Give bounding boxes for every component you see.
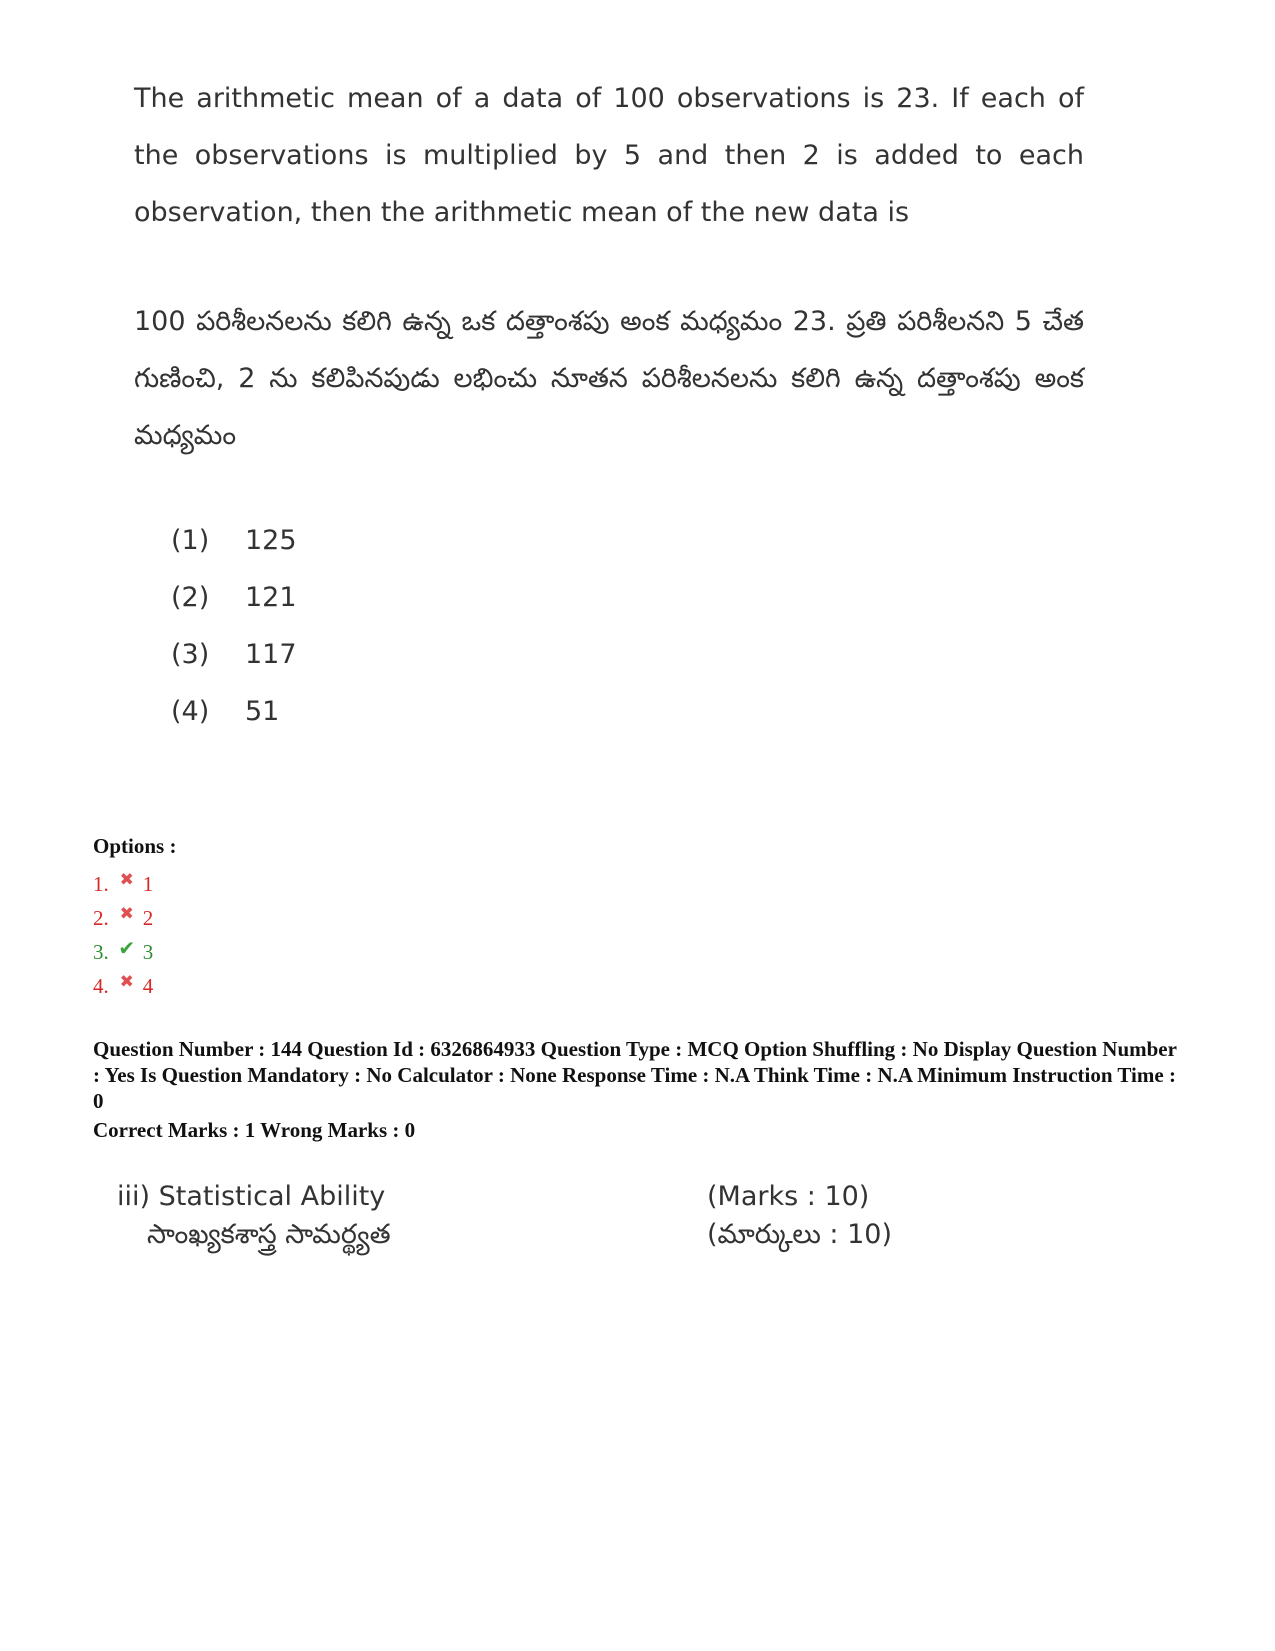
choice-1: [171, 525, 297, 582]
options-heading: Options :: [93, 834, 177, 858]
option-value: 2: [142, 905, 154, 930]
choice-number: (1): [171, 525, 210, 556]
option-row-4: [93, 969, 153, 1003]
cross-icon: ✖: [119, 870, 134, 889]
option-index: 4.: [93, 973, 109, 998]
section-marks-telugu: (మార్కులు : 10): [707, 1219, 892, 1250]
choice-number: (4): [171, 696, 210, 727]
option-index: 3.: [93, 939, 109, 964]
check-icon: ✔: [118, 937, 136, 960]
cross-icon: ✖: [119, 904, 134, 923]
option-row-2: [93, 901, 153, 935]
question-text-english: The arithmetic mean of a data of 100 observations is 23. If each of the observations is multiplied by 5 and then 2 is added to each observation, then the arithmetic mean of the new data is: [134, 83, 1084, 228]
choice-number: (2): [171, 582, 210, 613]
option-index: 2.: [93, 905, 109, 930]
option-row-1: [93, 867, 153, 901]
cross-icon: ✖: [119, 972, 134, 991]
question-text-telugu: 100 పరిశీలనలను కలిగి ఉన్న ఒక దత్తాంశపు అంక మధ్యమం 23. ప్రతి పరిశీలనని 5 చేత గుణించి, 2 ను కలిపినపుడు లభించు నూతన పరిశీలనలను కలిగి ఉన్న దత్తాంశపు అంక మధ్యమం: [134, 306, 1084, 451]
choice-value: 121: [245, 582, 297, 613]
options-list: [93, 867, 153, 1003]
section-marks-english: (Marks : 10): [707, 1181, 870, 1212]
option-value: 1: [142, 871, 154, 896]
choice-2: [171, 582, 297, 639]
choice-3: [171, 639, 297, 696]
option-value: 4: [142, 973, 154, 998]
section-title-english: iii) Statistical Ability: [117, 1181, 386, 1212]
option-row-3: [93, 935, 153, 969]
choice-4: [171, 696, 297, 753]
answer-choices: [171, 525, 297, 753]
section-title-telugu: సాంఖ్యకశాస్త్ర సామర్థ్యత: [147, 1219, 391, 1250]
choice-number: (3): [171, 639, 210, 670]
section-header: [117, 1181, 1017, 1257]
option-index: 1.: [93, 871, 109, 896]
option-value: 3: [142, 939, 154, 964]
choice-value: 125: [245, 525, 297, 556]
question-metadata: Question Number : 144 Question Id : 6326864933 Question Type : MCQ Option Shuffling : No Display Question Number : Yes Is Question Mandatory : No Calculator : None Response Time : N.A Think Time : N.A Minimum Instruction Time : 0: [93, 1037, 1177, 1113]
choice-value: 51: [245, 696, 280, 727]
marks-info: Correct Marks : 1 Wrong Marks : 0: [93, 1118, 416, 1142]
choice-value: 117: [245, 639, 297, 670]
